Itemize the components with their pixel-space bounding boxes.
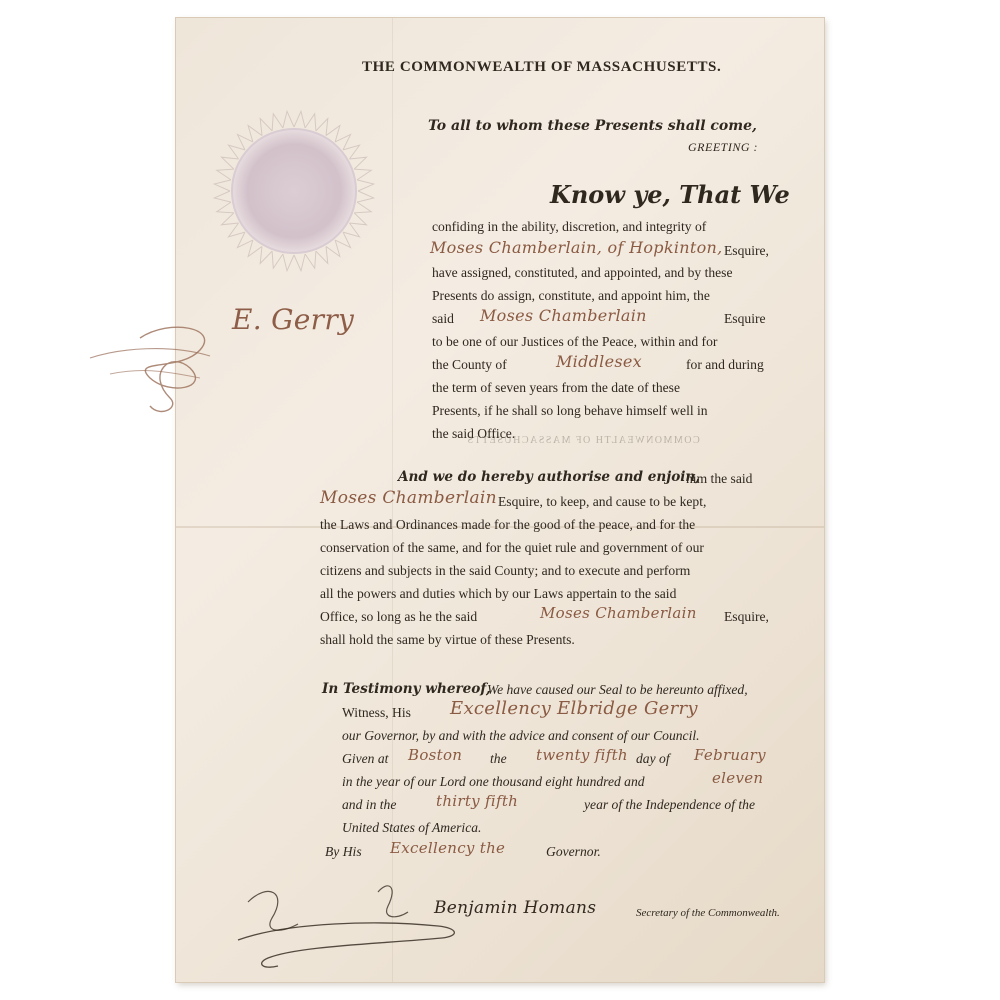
document-heading: THE COMMONWEALTH OF MASSACHUSETTS. (362, 59, 722, 75)
seal-ray (214, 191, 231, 202)
month-given: February (694, 746, 766, 764)
by-his: By His (325, 844, 362, 859)
seal-ray (354, 202, 371, 213)
know-ye-heading: Know ye, That We (550, 180, 790, 209)
p1-line9: Presents, if he shall so long behave himself well in (432, 403, 708, 418)
p3-line4-b: the (490, 751, 507, 766)
p3-lead-rest: We have caused our Seal to be hereunto affixed, (487, 682, 748, 697)
p2-line8: shall hold the same by virtue of these Presents. (320, 632, 575, 647)
county-name: Middlesex (556, 352, 642, 371)
p1-line4: Presents do assign, constitute, and appoint him, the (432, 288, 710, 303)
gerry-signature: E. Gerry (232, 303, 355, 336)
p1-line7-a: the County of (432, 357, 507, 372)
p3-line3: our Governor, by and with the advice and consent of our Council. (342, 728, 700, 743)
year-word: eleven (712, 769, 764, 787)
p2-line2: Esquire, to keep, and cause to be kept, (498, 494, 707, 509)
p1-line3: have assigned, constituted, and appointed, and by these (432, 265, 733, 280)
signature-flourish-icon (50, 278, 240, 428)
seal-ray (354, 169, 371, 180)
secretary-signature-flourish-icon (228, 862, 468, 972)
p3-line7: United States of America. (342, 820, 482, 835)
p3-line4-a: Given at (342, 751, 389, 766)
salutation: To all to whom these Presents shall come, (428, 118, 757, 134)
by-his-fill: Excellency the (390, 839, 506, 857)
p2-line4: conservation of the same, and for the quiet rule and government of our (320, 540, 704, 555)
p2-line3: the Laws and Ordinances made for the good of the peace, and for the (320, 517, 696, 532)
seal-ray (294, 254, 305, 271)
p3-line6-a: and in the (342, 797, 397, 812)
seal-ray (305, 114, 316, 131)
p2-line7-b: Esquire, (724, 609, 769, 624)
p1-line7-b: for and during (686, 357, 764, 372)
embossed-paper-seal-icon (211, 108, 377, 274)
seal-ray (305, 251, 316, 268)
p2-line7-a: Office, so long as he the said (320, 609, 478, 624)
p2-line6: all the powers and duties which by our Laws appertain to the said (320, 586, 677, 601)
p1-line5-esquire: Esquire (724, 311, 766, 326)
seal-ray (283, 254, 294, 271)
p2-lead: And we do hereby authorise and enjoin, (398, 469, 701, 485)
secretary-signature: Benjamin Homans (434, 898, 597, 918)
p2-lead-rest: him the said (686, 471, 753, 486)
seal-ray (217, 169, 234, 180)
seal-ray (294, 111, 305, 128)
p1-line6: to be one of our Justices of the Peace, within and for (432, 334, 718, 349)
p1-line10: the said Office. (432, 426, 516, 441)
independence-year: thirty fifth (436, 792, 519, 810)
seal-ray (272, 114, 283, 131)
bleed-through-text: COMMONWEALTH OF MASSACHUSETTS (466, 435, 700, 446)
appointee-name-town: Moses Chamberlain, of Hopkinton, (430, 238, 723, 257)
seal-ray (283, 111, 294, 128)
p3-line6-b: year of the Independence of the (584, 797, 755, 812)
p3-lead: In Testimony whereof, (322, 681, 491, 697)
day-given: twenty fifth (536, 746, 628, 764)
governor-label: Governor. (546, 844, 601, 859)
p3-line2: Witness, His (342, 705, 411, 720)
witness-governor: Excellency Elbridge Gerry (450, 698, 698, 719)
p3-line4-c: day of (636, 751, 670, 766)
appointee-name-p2b: Moses Chamberlain (540, 604, 697, 622)
p1-line8: the term of seven years from the date of these (432, 380, 680, 395)
appointee-name-p2: Moses Chamberlain (320, 488, 497, 508)
secretary-title: Secretary of the Commonwealth. (636, 907, 780, 919)
greeting: GREETING : (688, 140, 758, 154)
seal-ray (214, 180, 231, 191)
p1-line1: confiding in the ability, discretion, and integrity of (432, 219, 707, 234)
seal-ray (357, 180, 374, 191)
p1-line5-said: said (432, 311, 454, 326)
p2-line5: citizens and subjects in the said County; and to execute and perform (320, 563, 691, 578)
seal-ray (272, 251, 283, 268)
seal-ray (357, 191, 374, 202)
place-given: Boston (408, 746, 463, 764)
p3-line5: in the year of our Lord one thousand eight hundred and (342, 774, 645, 789)
p1-line2-esquire: Esquire, (724, 243, 769, 258)
appointee-name-said: Moses Chamberlain (480, 306, 647, 325)
seal-ray (217, 202, 234, 213)
